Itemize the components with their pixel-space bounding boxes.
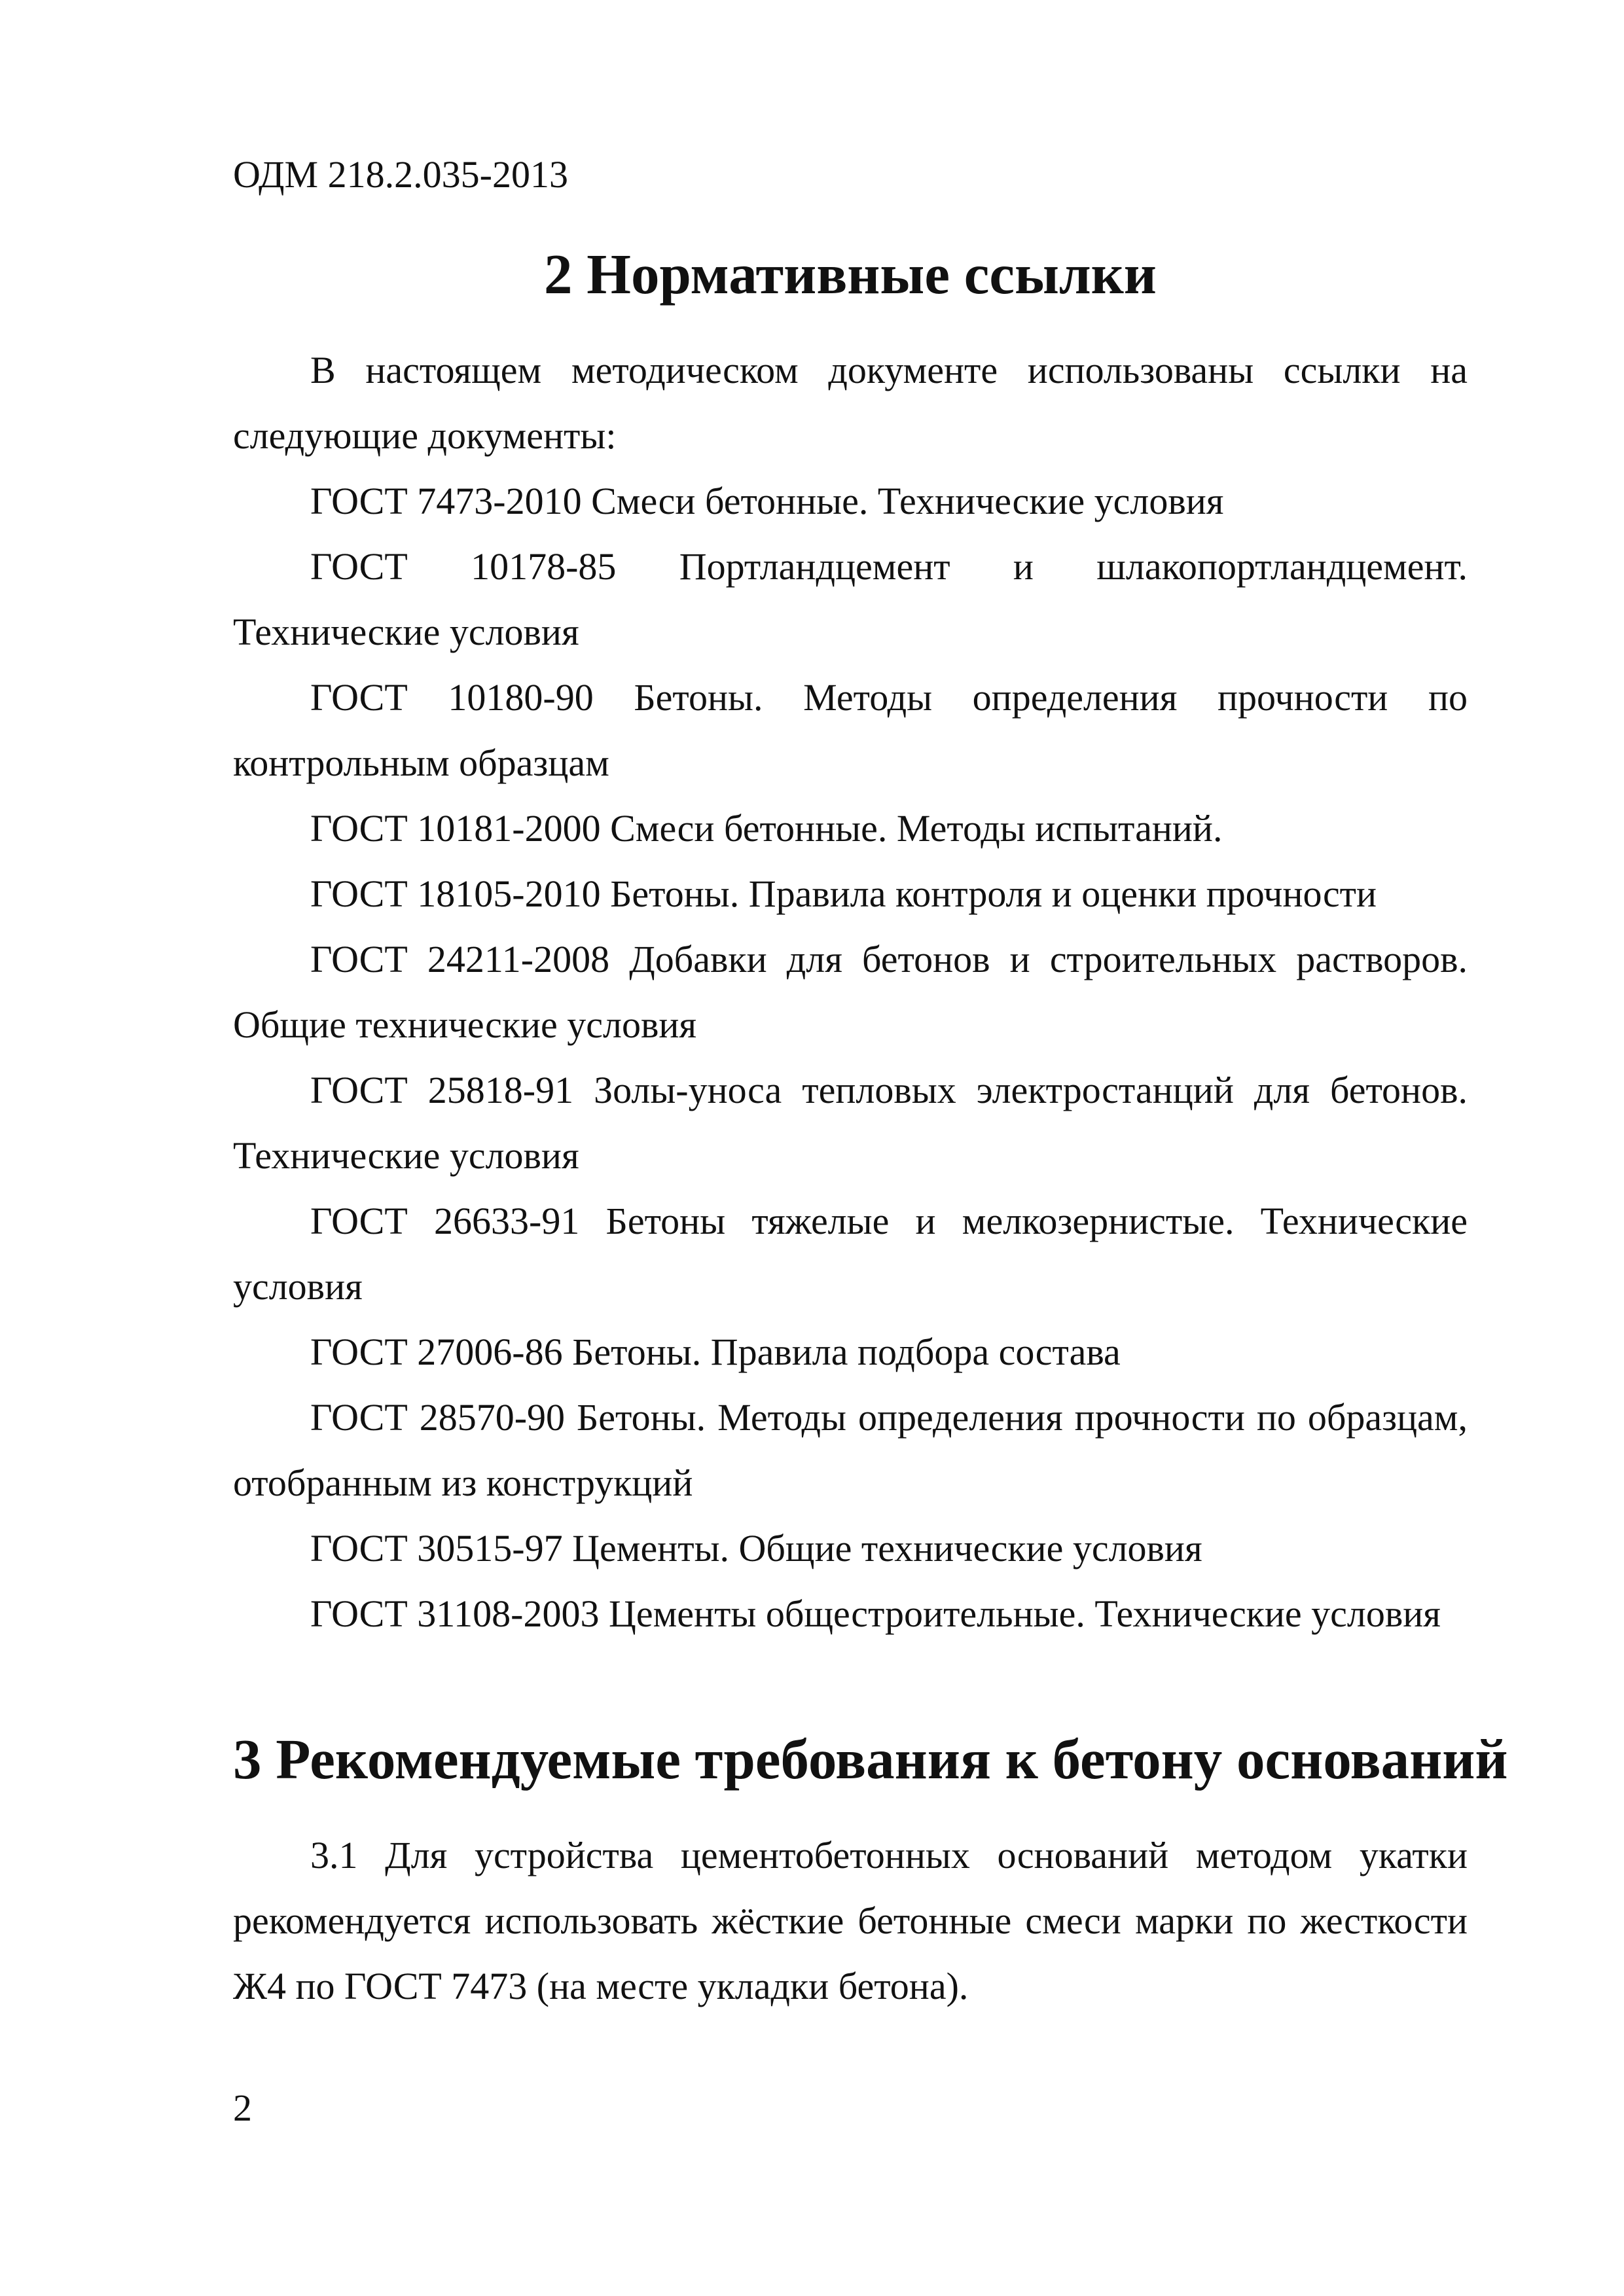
reference-item: ГОСТ 10181-2000 Смеси бетонные. Методы испытаний. xyxy=(310,807,1223,850)
reference-item: ГОСТ 18105-2010 Бетоны. Правила контроля и оценки прочности xyxy=(310,872,1377,915)
page-number: 2 xyxy=(233,2087,252,2129)
reference-item: ГОСТ 25818-91 Золы-уноса тепловых электростанций для бетонов. Технические условия xyxy=(233,1069,1468,1177)
reference-item: ГОСТ 7473-2010 Смеси бетонные. Технические условия xyxy=(310,480,1224,522)
page-content xyxy=(233,242,1508,2019)
section-2-title: 2 Нормативные ссылки xyxy=(544,242,1157,306)
normative-references-list xyxy=(233,469,1468,1647)
reference-item: ГОСТ 31108-2003 Цементы общестроительные. Технические условия xyxy=(310,1592,1441,1635)
reference-item: ГОСТ 27006-86 Бетоны. Правила подбора состава xyxy=(310,1331,1121,1373)
reference-item: ГОСТ 30515-97 Цементы. Общие технические условия xyxy=(310,1527,1202,1570)
reference-item: ГОСТ 26633-91 Бетоны тяжелые и мелкозернистые. Технические условия xyxy=(233,1200,1468,1308)
reference-item: ГОСТ 24211-2008 Добавки для бетонов и строительных растворов. Общие технические условия xyxy=(233,938,1468,1046)
section-2-intro: В настоящем методическом документе использованы ссылки на следующие документы: xyxy=(233,349,1468,457)
reference-item: ГОСТ 28570-90 Бетоны. Методы определения прочности по образцам, отобранным из конструкций xyxy=(233,1396,1468,1504)
section-3-paragraph-3-1: 3.1 Для устройства цементобетонных оснований методом укатки рекомендуется использовать жёсткие бетонные смеси марки по жесткости Ж4 по ГОСТ 7473 (на месте укладки бетона). xyxy=(233,1834,1468,2007)
section-3-title: 3 Рекомендуемые требования к бетону оснований xyxy=(233,1727,1508,1791)
document-code: ОДМ 218.2.035-2013 xyxy=(233,153,568,196)
reference-item: ГОСТ 10178-85 Портландцемент и шлакопортландцемент. Технические условия xyxy=(233,545,1468,653)
reference-item: ГОСТ 10180-90 Бетоны. Методы определения прочности по контрольным образцам xyxy=(233,676,1468,784)
